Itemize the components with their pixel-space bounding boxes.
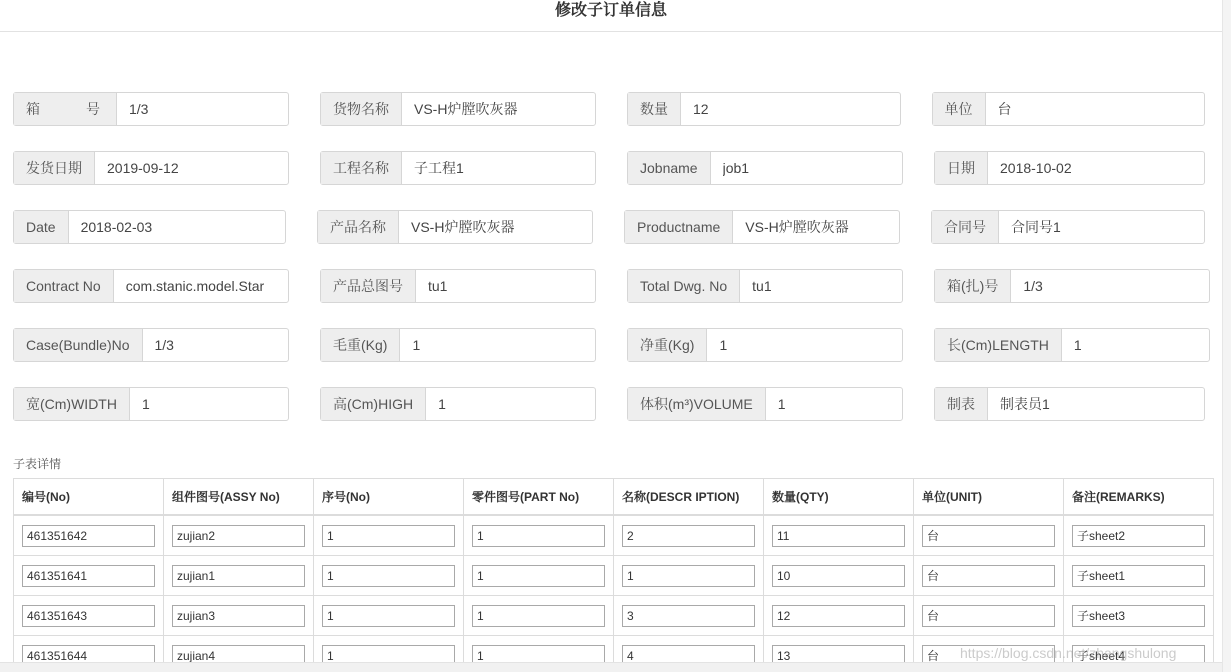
form-field [13,328,289,362]
form-field-input[interactable] [988,388,1204,420]
form-field-input[interactable] [402,93,595,125]
detail-table-wrap [13,478,1214,672]
order-form [13,92,1205,446]
form-field [320,92,596,126]
form-field [932,92,1206,126]
form-field-label: Jobname [628,152,711,184]
form-field [13,92,289,126]
form-field [13,210,286,244]
table-cell-input[interactable] [472,525,605,547]
form-field-input[interactable] [95,152,288,184]
form-field [627,328,903,362]
form-field-input[interactable] [1011,270,1209,302]
form-field [931,210,1205,244]
form-field [627,151,903,185]
form-field [627,387,903,421]
form-field-label: 产品名称 [318,211,399,243]
table-cell [914,556,1064,596]
table-cell-input[interactable] [472,565,605,587]
form-field-label: 货物名称 [321,93,402,125]
form-field-label: Contract No [14,270,114,302]
table-cell [314,515,464,556]
form-row-4 [13,269,1205,303]
table-cell-input[interactable] [172,565,305,587]
table-cell [464,515,614,556]
page-title: 修改子订单信息 [554,2,667,19]
form-field-label: 数量 [628,93,681,125]
table-cell [314,556,464,596]
title-bar [0,0,1222,32]
table-cell [464,596,614,636]
form-field [934,269,1210,303]
form-field-label: 单位 [933,93,986,125]
form-field-label: Total Dwg. No [628,270,740,302]
form-field-label: 箱(扎)号 [935,270,1011,302]
detail-section-label: 子表详情 [13,457,62,471]
table-cell-input[interactable] [772,525,905,547]
form-field-input[interactable] [416,270,595,302]
table-cell-input[interactable] [622,565,755,587]
table-cell-input[interactable] [922,525,1055,547]
form-field-label: 宽(Cm)WIDTH [14,388,130,420]
table-cell-input[interactable] [472,605,605,627]
table-cell [1064,596,1214,636]
form-field-label: 高(Cm)HIGH [321,388,426,420]
form-field-label: 发货日期 [14,152,95,184]
table-cell-input[interactable] [322,525,455,547]
form-field-input[interactable] [114,270,288,302]
table-cell-input[interactable] [1072,565,1205,587]
vertical-scrollbar[interactable] [1222,0,1231,672]
table-cell [764,515,914,556]
table-cell [14,596,164,636]
form-field-input[interactable] [711,152,902,184]
table-cell [164,596,314,636]
form-field-label: 箱 号 [14,93,117,125]
form-field-input[interactable] [740,270,902,302]
table-cell [1064,515,1214,556]
form-field [13,269,289,303]
table-cell [914,596,1064,636]
form-field-input[interactable] [143,329,289,361]
table-cell-input[interactable] [22,565,155,587]
column-header: 编号(No) [14,479,164,516]
form-field [624,210,900,244]
form-field-input[interactable] [1062,329,1209,361]
column-header: 备注(REMARKS) [1064,479,1214,516]
table-cell-input[interactable] [322,605,455,627]
form-field-label: Date [14,211,69,243]
table-row [14,596,1214,636]
form-field [13,151,289,185]
form-field [317,210,593,244]
table-row [14,515,1214,556]
table-cell [464,556,614,596]
form-field [934,328,1210,362]
form-row-6 [13,387,1205,421]
form-row-5 [13,328,1205,362]
table-cell-input[interactable] [772,605,905,627]
table-cell-input[interactable] [172,605,305,627]
column-header: 单位(UNIT) [914,479,1064,516]
form-field-label: Case(Bundle)No [14,329,143,361]
form-field-input[interactable] [986,93,1205,125]
table-cell [1064,556,1214,596]
form-field [320,328,596,362]
table-cell [14,556,164,596]
form-field-label: 工程名称 [321,152,402,184]
column-header: 名称(DESCR IPTION) [614,479,764,516]
table-cell-input[interactable] [922,565,1055,587]
table-cell-input[interactable] [1072,525,1205,547]
table-cell [614,515,764,556]
table-cell [14,515,164,556]
column-header: 零件图号(PART No) [464,479,614,516]
form-field-input[interactable] [426,388,595,420]
table-cell-input[interactable] [22,605,155,627]
form-row-3 [13,210,1205,244]
form-field-label: 毛重(Kg) [321,329,400,361]
table-cell [614,596,764,636]
table-cell-input[interactable] [22,525,155,547]
form-field-label: 制表 [935,388,988,420]
table-cell-input[interactable] [922,605,1055,627]
table-cell-input[interactable] [622,525,755,547]
form-field-input[interactable] [707,329,902,361]
table-cell-input[interactable] [172,525,305,547]
form-field [320,387,596,421]
form-field-input[interactable] [400,329,595,361]
form-field-label: 日期 [935,152,988,184]
table-row [14,556,1214,596]
form-field-input[interactable] [69,211,285,243]
form-row-1 [13,92,1205,126]
form-field-label: Productname [625,211,733,243]
form-field [320,151,596,185]
table-cell [764,596,914,636]
table-header-row [14,479,1214,516]
form-field [934,387,1205,421]
form-field-input[interactable] [681,93,900,125]
form-field-label: 净重(Kg) [628,329,707,361]
table-cell [764,556,914,596]
form-field-input[interactable] [766,388,902,420]
table-cell [914,515,1064,556]
column-header: 组件图号(ASSY No) [164,479,314,516]
form-field [320,269,596,303]
column-header: 数量(QTY) [764,479,914,516]
form-field-label: 产品总图号 [321,270,416,302]
form-field-input[interactable] [999,211,1204,243]
table-cell [164,556,314,596]
detail-table [13,478,1214,672]
form-field-input[interactable] [402,152,595,184]
form-field [934,151,1205,185]
form-field-input[interactable] [988,152,1204,184]
table-cell-input[interactable] [1072,605,1205,627]
table-cell-input[interactable] [622,605,755,627]
table-cell-input[interactable] [772,565,905,587]
table-cell-input[interactable] [322,565,455,587]
watermark: https://blog.csdn.net/zhangshulong [960,645,1177,661]
form-field-input[interactable] [733,211,899,243]
form-field [13,387,289,421]
form-field-input[interactable] [117,93,288,125]
column-header: 序号(No) [314,479,464,516]
form-row-2 [13,151,1205,185]
form-field-input[interactable] [399,211,592,243]
table-cell [164,515,314,556]
form-field-label: 长(Cm)LENGTH [935,329,1062,361]
horizontal-scrollbar[interactable] [0,662,1222,672]
table-cell [314,596,464,636]
table-cell [614,556,764,596]
form-field [627,92,901,126]
form-field-label: 合同号 [932,211,999,243]
form-field-label: 体积(m³)VOLUME [628,388,766,420]
form-field-input[interactable] [130,388,288,420]
form-field [627,269,903,303]
